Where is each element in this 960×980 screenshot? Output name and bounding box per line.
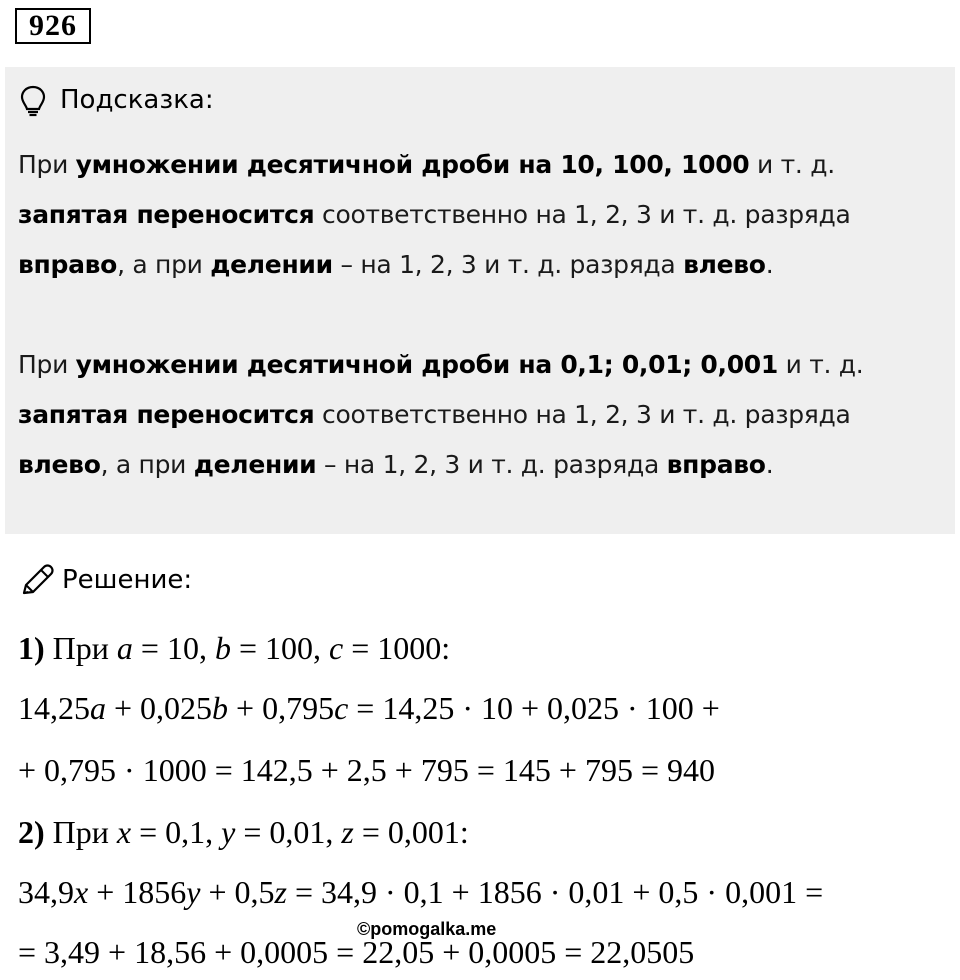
solution-line-4: 2) При x = 0,1, y = 0,01, z = 0,001: [18, 814, 469, 850]
hint-title-text: Подсказка: [60, 85, 214, 115]
hint-title [16, 80, 214, 120]
solution-line-5: 34,9x + 1856y + 0,5z = 34,9 · 0,1 + 1856 · 0,01 + 0,5 · 0,001 = [18, 874, 824, 910]
solution-line-1: 1) При a = 10, b = 100, c = 1000: [18, 630, 451, 666]
task-number: 926 [15, 8, 91, 44]
hint-paragraph-1: При умножении десятичной дроби на 10, 100, 1000 и т. д. запятая переносится соответственно на 1, 2, 3 и т. д. разряда вправо, а при делении – на 1, 2, 3 и т. д. разряда влево. [18, 150, 851, 279]
lightbulb-icon [16, 84, 50, 118]
solution-line-6: = 3,49 + 18,56 + 0,0005 = 22,05 + 0,0005 = 22,0505 [18, 934, 695, 970]
solution-line-2: 14,25a + 0,025b + 0,795c = 14,25 · 10 + 0,025 · 100 + [18, 690, 720, 726]
watermark: ©pomogalka.me [357, 919, 497, 939]
solution-title [16, 558, 192, 602]
solution-line-3: + 0,795 · 1000 = 142,5 + 2,5 + 795 = 145 + 795 = 940 [18, 752, 715, 788]
hint-paragraph-2: При умножении десятичной дроби на 0,1; 0,01; 0,001 и т. д. запятая переносится соответственно на 1, 2, 3 и т. д. разряда влево, а при делении – на 1, 2, 3 и т. д. разряда вправо. [18, 350, 864, 479]
pencil-icon [16, 561, 56, 601]
solution-title-text: Решение: [62, 565, 193, 595]
